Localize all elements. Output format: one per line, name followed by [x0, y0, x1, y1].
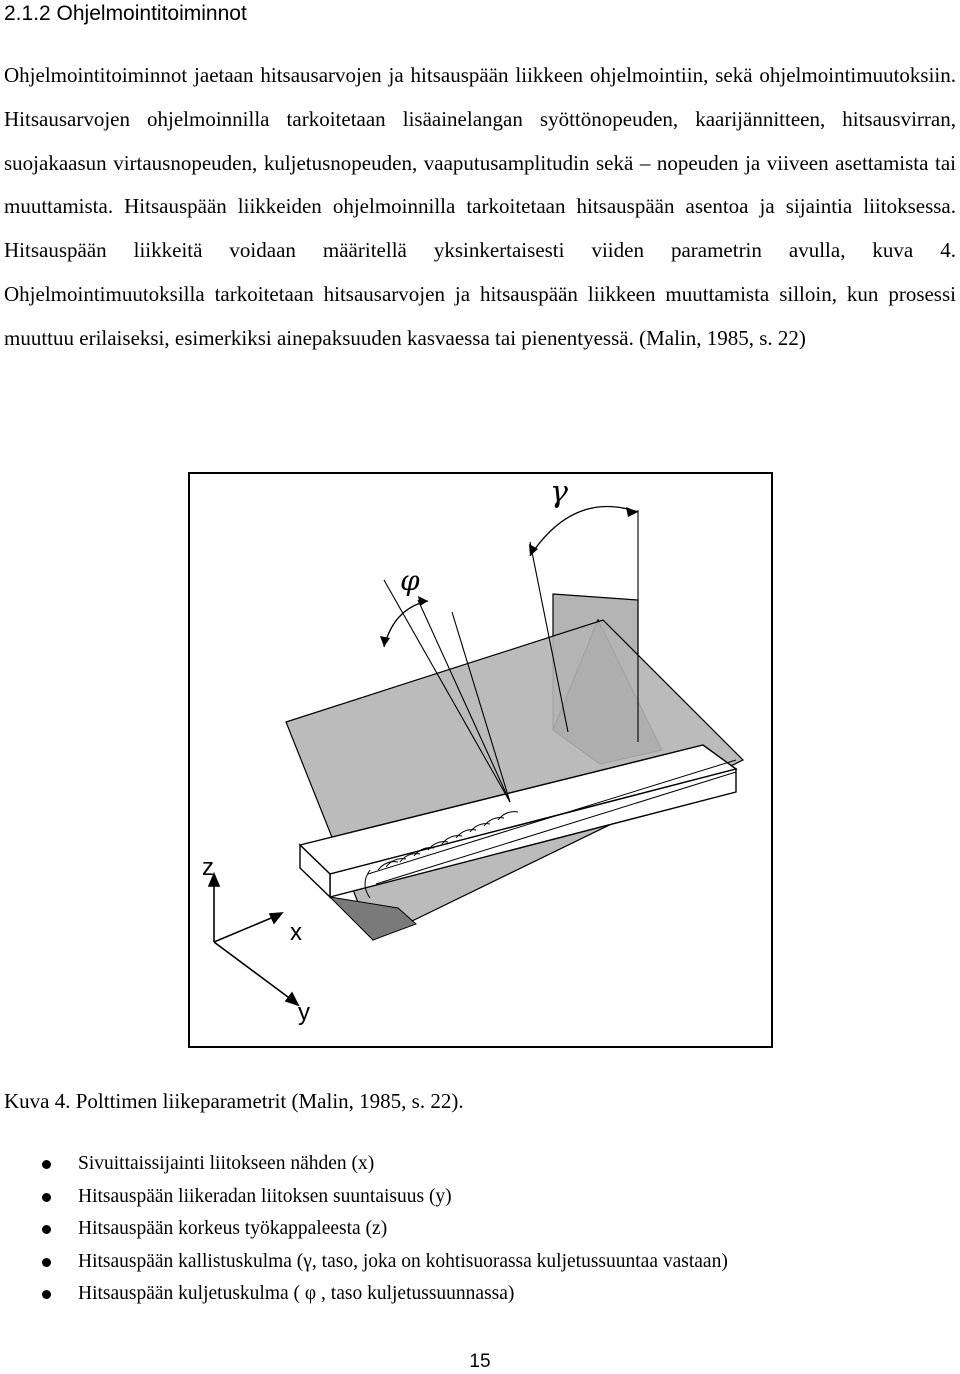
y-axis-label: y	[298, 999, 310, 1026]
y-axis-arrow	[286, 993, 298, 1005]
list-item-text: Hitsauspään kuljetuskulma ( φ , taso kuljetussuunnassa)	[78, 1283, 515, 1304]
paragraph-line: pienentyessä. (Malin, 1985, s. 22)	[521, 325, 806, 350]
section-heading: 2.1.2 Ohjelmointitoiminnot	[4, 2, 247, 25]
list-item	[0, 1280, 960, 1313]
list-item	[0, 1183, 960, 1216]
phi-label: φ	[400, 564, 420, 597]
bullet-icon	[42, 1193, 51, 1202]
gamma-arrow	[626, 507, 638, 517]
paragraph-line: Hitsauspään liikkeitä voidaan määritellä yksinkertaisesti viiden parametrin avulla, kuva 4.	[4, 238, 956, 263]
list-item-text: Sivuittaissijainti liitokseen nähden (x)	[78, 1153, 375, 1174]
list-item	[0, 1248, 960, 1281]
torch-parameters-figure	[188, 472, 773, 1048]
parameter-list	[0, 1150, 960, 1313]
x-axis-label: x	[290, 919, 302, 946]
list-item-text: Hitsauspään kallistuskulma (γ, taso, joka on kohtisuorassa kuljetussuuntaa vastaan)	[78, 1250, 728, 1272]
page-number: 15	[469, 1351, 491, 1372]
gamma-label: γ	[550, 475, 568, 510]
paragraph-line: Hitsauspään liikkeiden ohjelmoinnilla tarkoitetaan hitsauspään asentoa ja sijaintia liitoksessa.	[124, 194, 956, 219]
list-item	[0, 1150, 960, 1183]
list-item-text: Hitsauspään liikeradan liitoksen suuntaisuus (y)	[78, 1185, 452, 1207]
figure-caption: Kuva 4. Polttimen liikeparametrit (Malin, 1985, s. 22).	[4, 1089, 464, 1113]
bullet-icon	[42, 1160, 51, 1169]
gamma-arc	[530, 507, 638, 557]
paragraph-line: silloin, kun prosessi muuttuu erilaiseksi, esimerkiksi ainepaksuuden kasvaessa tai	[4, 281, 956, 350]
coordinate-axes	[209, 874, 298, 1005]
figure-drawing	[188, 472, 773, 1048]
y-axis-line	[214, 942, 292, 1000]
body-paragraph	[4, 54, 956, 361]
phi-arrow	[380, 636, 390, 647]
list-item	[0, 1215, 960, 1248]
list-item-text: Hitsauspään korkeus työkappaleesta (z)	[78, 1218, 388, 1239]
paragraph-line: kuljetusnopeuden, vaaputusamplitudin sekä – nopeuden ja viiveen asettamista tai muuttamista.	[4, 150, 956, 219]
x-axis-arrow	[270, 913, 282, 923]
bullet-icon	[42, 1290, 51, 1299]
x-axis-line	[214, 916, 276, 942]
paragraph-line: Ohjelmointimuutoksilla tarkoitetaan hitsausarvojen ja hitsauspään liikkeen muuttamista	[4, 281, 780, 306]
z-axis-label: z	[202, 854, 214, 881]
bullet-icon	[42, 1225, 51, 1234]
paragraph-line: syöttönopeuden, kaarijännitteen, hitsausvirran, suojakaasun virtausnopeuden,	[4, 106, 956, 175]
paragraph-line: Ohjelmointitoiminnot jaetaan hitsausarvojen ja hitsauspään liikkeen ohjelmointiin, sekä	[4, 63, 760, 87]
paragraph-line: ohjelmointimuutoksiin. Hitsausarvojen ohjelmoinnilla tarkoitetaan lisäainelangan	[4, 63, 956, 131]
bullet-icon	[42, 1258, 51, 1267]
